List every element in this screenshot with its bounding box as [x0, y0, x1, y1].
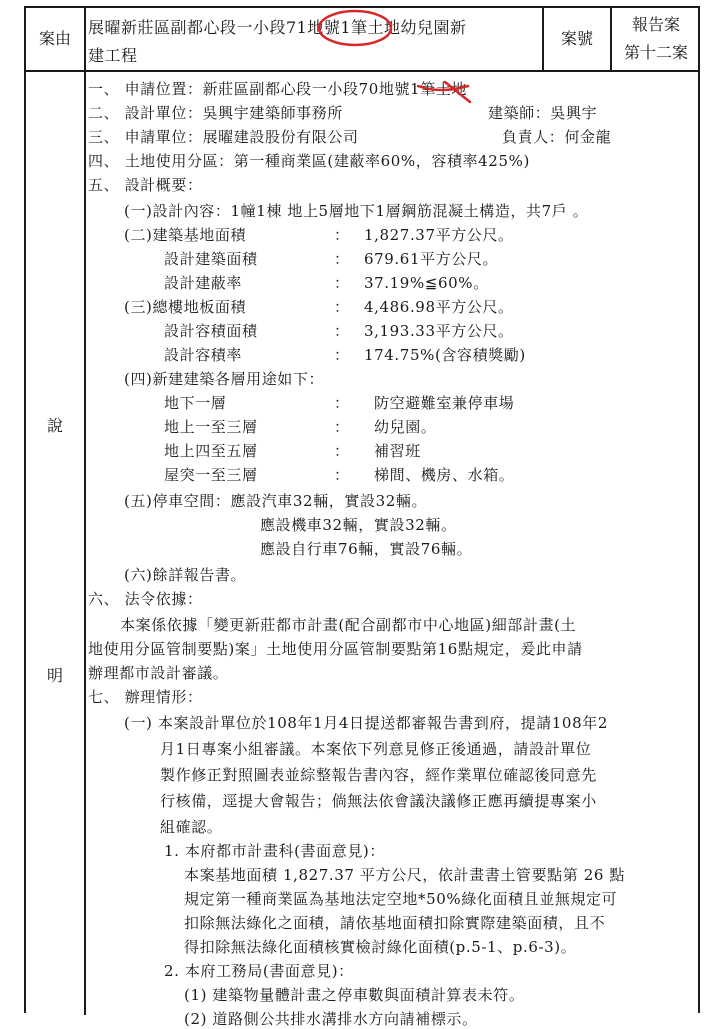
coverage-value: 37.19%≦60%。 — [364, 274, 489, 292]
parking-car: (五)停車空間：應設汽車32輛，實設32輛。 — [124, 492, 428, 510]
f1-3-label: 地上一至三層 — [164, 418, 258, 436]
process-line-2: 月1日專案小組審議。本案依下列意見修正後通過，請設計單位 — [160, 740, 592, 758]
roof-colon: ： — [334, 466, 350, 484]
item-1-location: 一、 申請位置：新莊區副都心段一小段70地號1筆土地 — [88, 80, 468, 98]
f4-5-label: 地上四至五層 — [164, 442, 258, 460]
b1-usage: 防空避難室兼停車場 — [374, 394, 515, 412]
item-3-responsible: 負責人：何金龍 — [502, 128, 612, 146]
case-value-line-1: 報告案 — [631, 15, 680, 34]
document-table — [24, 6, 700, 1028]
opinion-1-line-4: 得扣除無法綠化面積核實檢討綠化面積(p.5-1、p.6-3)。 — [184, 938, 577, 956]
process-line-5: 組確認。 — [160, 818, 223, 836]
case-no-label: 案號 — [560, 29, 593, 48]
far-area-colon: ： — [334, 322, 350, 340]
side-label-char-2: 明 — [46, 666, 63, 685]
far-ratio-label: 設計容積率 — [164, 346, 243, 364]
far-ratio-value: 174.75%(含容積獎勵) — [364, 346, 526, 364]
item-2-designer: 二、 設計單位：吳興宇建築師事務所 — [88, 104, 343, 122]
subject-line-1: 展曜新莊區副都心段一小段71地號1筆土地幼兒園新 — [88, 18, 467, 37]
f4-5-colon: ： — [334, 442, 350, 460]
floor-usage-heading: (四)新建建築各層用途如下： — [124, 370, 325, 388]
opinion-1-line-1: 本案基地面積 1,827.37 平方公尺，依計畫書土管要點第 26 點 — [184, 866, 625, 884]
opinion-1-line-3: 扣除無法綠化之面積，請依基地面積扣除實際建築面積，且不 — [184, 914, 606, 932]
opinion-2-heading: 2. 本府工務局(書面意見)： — [164, 962, 354, 980]
item-2-architect: 建築師：吳興宇 — [488, 104, 598, 122]
legal-basis-line-3: 辦理都市設計審議。 — [88, 664, 229, 682]
f1-3-colon: ： — [334, 418, 350, 436]
item-3-applicant: 三、 申請單位：展曜建設股份有限公司 — [88, 128, 359, 146]
case-value — [612, 8, 700, 70]
header-divider — [26, 70, 698, 72]
b1-colon: ： — [334, 394, 350, 412]
building-area-value: 679.61平方公尺。 — [364, 250, 499, 268]
coverage-colon: ： — [334, 274, 350, 292]
item-7-heading: 七、 辦理情形： — [88, 688, 203, 706]
far-area-value: 3,193.33平方公尺。 — [364, 322, 514, 340]
far-area-label: 設計容積面積 — [164, 322, 258, 340]
side-label-char-1: 說 — [46, 416, 63, 435]
site-area-colon: ： — [334, 226, 350, 244]
legal-basis-line-1: 本案係依據「變更新莊都市計畫(配合副都市中心地區)細部計畫(土 — [120, 616, 577, 634]
subject-label: 案由 — [38, 29, 71, 48]
roof-usage: 梯間、機房、水箱。 — [374, 466, 515, 484]
case-value-line-2: 第十二案 — [623, 43, 688, 62]
far-ratio-colon: ： — [334, 346, 350, 364]
site-area-label: (二)建築基地面積 — [124, 226, 247, 244]
opinion-2-item-1: (1) 建築物量體計畫之停車數與面積計算表未符。 — [184, 986, 525, 1004]
parking-motorcycle: 應設機車32輛，實設32輛。 — [260, 516, 457, 534]
subject-text — [88, 14, 540, 70]
subject-line-2: 建工程 — [88, 46, 138, 65]
process-line-1: (一) 本案設計單位於108年1月4日提送都審報告書到府，提請108年2 — [124, 714, 608, 732]
coverage-label: 設計建蔽率 — [164, 274, 243, 292]
b1-label: 地下一層 — [164, 394, 227, 412]
opinion-1-line-2: 規定第一種商業區為基地法定空地*50%綠化面積且並無規定可 — [184, 890, 618, 908]
roof-label: 屋突一至三層 — [164, 466, 258, 484]
design-content: (一)設計內容：1幢1棟 地上5層地下1層鋼筋混凝土構造，共7戶 。 — [124, 202, 589, 220]
item-4-zoning: 四、 土地使用分區：第一種商業區(建蔽率60%，容積率425%) — [88, 152, 530, 170]
floor-area-label: (三)總樓地板面積 — [124, 298, 247, 316]
label-column-divider — [84, 8, 86, 1015]
site-area-value: 1,827.37平方公尺。 — [364, 226, 514, 244]
f1-3-usage: 幼兒園。 — [374, 418, 437, 436]
process-line-3: 製作修正對照圖表並綜整報告書內容，經作業單位確認後同意先 — [160, 766, 597, 784]
floor-area-colon: ： — [334, 298, 350, 316]
legal-basis-line-2: 地使用分區管制要點)案」土地使用分區管制要點第16點規定，爰此申請 — [88, 640, 583, 658]
opinion-1-heading: 1. 本府都市計畫科(書面意見)： — [164, 842, 385, 860]
opinion-2-item-2: (2) 道路側公共排水溝排水方向請補標示。 — [184, 1010, 478, 1028]
f4-5-usage: 補習班 — [374, 442, 421, 460]
floor-area-value: 4,486.98平方公尺。 — [364, 298, 514, 316]
process-line-4: 行核備，逕提大會報告；倘無法依會議決議修正應再續提專案小 — [160, 792, 597, 810]
parking-bicycle: 應設自行車76輛，實設76輛。 — [260, 540, 473, 558]
see-report: (六)餘詳報告書。 — [124, 566, 247, 584]
building-area-colon: ： — [334, 250, 350, 268]
item-6-heading: 六、 法令依據： — [88, 590, 203, 608]
item-5-heading: 五、 設計概要： — [88, 176, 203, 194]
building-area-label: 設計建築面積 — [164, 250, 258, 268]
